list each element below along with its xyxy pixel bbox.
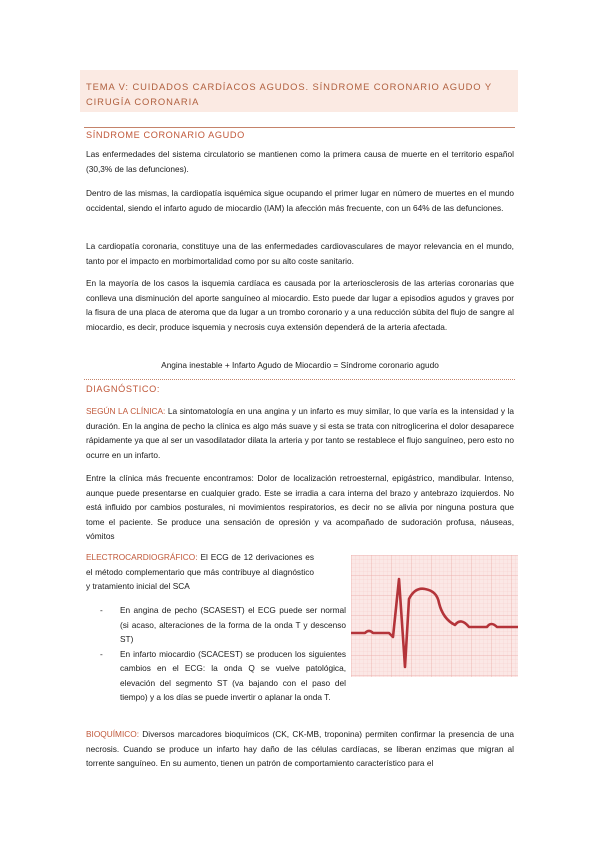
- ecg-lead: ELECTROCARDIOGRÁFICO:: [86, 552, 198, 562]
- paragraph: La cardiopatía coronaria, constituye una de las enfermedades cardiovasculares de mayor relevancia en el mundo, tanto por el impacto en morbimortalidad como por su alto coste sanitario.: [86, 241, 514, 266]
- section-rule: [84, 379, 515, 380]
- list-item-text: En angina de pecho (SCASEST) el ECG puede ser normal (si acaso, alteraciones de la forma de la onda T y descenso ST): [120, 605, 346, 644]
- section-heading-diagnostico: DIAGNÓSTICO:: [86, 384, 161, 394]
- list-dash: -: [100, 605, 103, 615]
- paragraph-ecg: [86, 550, 314, 594]
- paragraph: Entre la clínica más frecuente encontramos: Dolor de localización retroesternal, epigástrico, mandibular. Intenso, aunque puede presentarse en cualquier grado. Este se irradia a cara interna del brazo y antebrazo izquierdos. No está influido por cambios posturales, ni movimientos respiratorios, es decir no se alivia por ninguna postura que tome el paciente. Se produce una sensación de opresión y va acompañado de sudoración profusa, náuseas, vómitos: [86, 473, 514, 541]
- ecg-strip-image: [351, 555, 518, 677]
- ecg-grid: [351, 555, 518, 677]
- paragraph: En la mayoría de los casos la isquemia cardíaca es causada por la arteriosclerosis de las arterias coronarias que conlleva una disminución del aporte sanguíneo al miocardio. Esto puede dar lugar a episodios agudos y graves por la fisura de una placa de ateroma que da lugar a un trombo coronario y a una reducción súbita del flujo de sangre al miocardio, es decir, produce isquemia y necrosis cuya extensión dependerá de la arteria afectada.: [86, 278, 514, 332]
- ecg-list: [100, 603, 346, 705]
- ecg-text: El ECG de 12 derivaciones es el método complementario que más contribuye al diagnóstico y tratamiento inicial del SCA: [86, 552, 314, 591]
- list-item: [100, 647, 346, 705]
- formula-line: Angina inestable + Infarto Agudo de Miocardio = Síndrome coronario agudo: [161, 360, 439, 370]
- paragraph-bioquimico: [86, 727, 514, 771]
- clinica-text: La sintomatología en una angina y un infarto es muy similar, lo que varía es la intensidad y la duración. En la angina de pecho la clínica es algo más suave y si esta se trata con nitroglicerina el dolor desaparece rápidamente ya que al ser un vasodilatador dilata la arteria y por tanto se restablece el flujo sanguíneo, pero esto no ocurre en un infarto.: [86, 406, 515, 460]
- ecg-trace-svg: [351, 555, 518, 677]
- section-heading-sca: SÍNDROME CORONARIO AGUDO: [86, 130, 245, 140]
- list-dash: -: [100, 648, 103, 659]
- section-rule: [84, 127, 515, 128]
- bioq-lead: BIOQUÍMICO:: [86, 729, 140, 739]
- clinica-lead: SEGÚN LA CLÍNICA:: [86, 406, 166, 416]
- paragraph-clinica: [86, 404, 514, 462]
- paragraph: Las enfermedades del sistema circulatorio se mantienen como la primera causa de muerte en el territorio español (30,3% de las defunciones).: [86, 149, 514, 174]
- paragraph: Dentro de las mismas, la cardiopatía isquémica sigue ocupando el primer lugar en número de muertes en el mundo occidental, siendo el infarto agudo de miocardio (IAM) la afección más frecuente, con un 64% de las defunciones.: [86, 188, 514, 213]
- bioq-text: Diversos marcadores bioquímicos (CK, CK-MB, troponina) permiten confirmar la presencia de una necrosis. Cuando se produce un infarto hay daño de las células cardíacas, se liberan enzimas que migran al torrente sanguíneo. En su aumento, tienen un patrón de comportamiento característico para el: [86, 729, 514, 768]
- list-item: [100, 603, 346, 647]
- document-title: TEMA V: CUIDADOS CARDÍACOS AGUDOS. SÍNDROME CORONARIO AGUDO Y CIRUGÍA CORONARIA: [86, 81, 492, 107]
- list-item-text: En infarto miocardio (SCACEST) se producen los siguientes cambios en el ECG: la onda Q se vuelve patológica, elevación del segmento ST (va bajando con el paso del tiempo) y a los días se puede invertir o aplanar la onda T.: [120, 648, 346, 702]
